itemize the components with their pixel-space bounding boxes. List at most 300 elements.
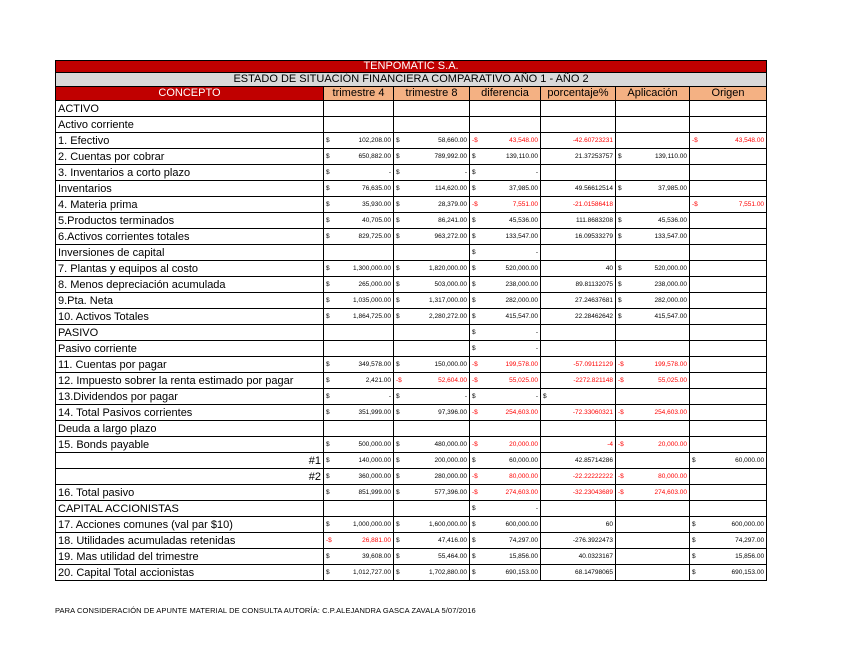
percent-value: 27.24637681 [575, 296, 613, 304]
amount-value: 55,025.00 [509, 376, 538, 384]
currency-symbol: $ [472, 296, 476, 304]
amount-value: 1,864,725.00 [353, 312, 391, 320]
currency-symbol: -$ [472, 200, 478, 208]
concept-cell: 14. Total Pasivos corrientes [56, 405, 324, 421]
concept-cell: 19. Mas utilidad del trimestre [56, 549, 324, 565]
amount-value: - [535, 344, 538, 352]
amount-value: 500,000.00 [358, 440, 391, 448]
amount-value: 199,578.00 [654, 360, 687, 368]
trimestre-4-cell [324, 261, 394, 277]
origen-cell [690, 101, 767, 117]
amount-value: 577,396.00 [434, 488, 467, 496]
header-origen: Origen [690, 87, 767, 101]
trimestre-8-cell [394, 421, 470, 437]
trimestre-4-cell [324, 421, 394, 437]
diferencia-cell [470, 261, 541, 277]
concept-cell: 16. Total pasivo [56, 485, 324, 501]
currency-symbol: $ [326, 232, 330, 240]
trimestre-8-cell [394, 485, 470, 501]
origen-cell [690, 565, 767, 581]
porcentaje-cell [541, 389, 616, 405]
amount-value: 2,421.00 [365, 376, 391, 384]
concept-cell: #2 [56, 469, 324, 485]
aplicacion-cell [616, 165, 690, 181]
currency-symbol: $ [326, 360, 330, 368]
percent-value: 89.81132075 [575, 280, 613, 288]
trimestre-8-cell [394, 133, 470, 149]
table-row [56, 517, 767, 533]
table-row [56, 197, 767, 213]
currency-symbol: $ [326, 456, 330, 464]
header-concepto: CONCEPTO [56, 87, 324, 101]
porcentaje-cell [541, 533, 616, 549]
amount-value: 1,035,000.00 [353, 296, 391, 304]
table-row [56, 373, 767, 389]
aplicacion-cell [616, 437, 690, 453]
porcentaje-cell [541, 165, 616, 181]
porcentaje-cell [541, 517, 616, 533]
currency-symbol: $ [326, 472, 330, 480]
amount-value: 39,608.00 [362, 552, 391, 560]
amount-value: 133,547.00 [505, 232, 538, 240]
amount-value: - [388, 392, 391, 400]
header-trimestre-8: trimestre 8 [394, 87, 470, 101]
trimestre-4-cell [324, 533, 394, 549]
trimestre-4-cell [324, 181, 394, 197]
currency-symbol: $ [396, 216, 400, 224]
concept-cell: 17. Acciones comunes (val par $10) [56, 517, 324, 533]
currency-symbol: -$ [472, 360, 478, 368]
table-row [56, 501, 767, 517]
amount-value: 140,000.00 [358, 456, 391, 464]
currency-symbol: $ [396, 520, 400, 528]
currency-symbol: $ [618, 296, 622, 304]
amount-value: 102,208.00 [358, 136, 391, 144]
concept-cell: 3. Inventarios a corto plazo [56, 165, 324, 181]
currency-symbol: $ [472, 536, 476, 544]
porcentaje-cell [541, 213, 616, 229]
trimestre-4-cell [324, 197, 394, 213]
trimestre-4-cell [324, 293, 394, 309]
currency-symbol: $ [472, 520, 476, 528]
currency-symbol: $ [692, 456, 696, 464]
aplicacion-cell [616, 453, 690, 469]
percent-value: 42.85714286 [575, 456, 613, 464]
amount-value: 55,464.00 [438, 552, 467, 560]
amount-value: 415,547.00 [654, 312, 687, 320]
aplicacion-cell [616, 101, 690, 117]
trimestre-8-cell [394, 357, 470, 373]
origen-cell [690, 309, 767, 325]
origen-cell [690, 197, 767, 213]
currency-symbol: $ [326, 168, 330, 176]
trimestre-8-cell [394, 389, 470, 405]
percent-value: -4 [607, 440, 613, 448]
amount-value: - [388, 168, 391, 176]
currency-symbol: $ [692, 536, 696, 544]
trimestre-4-cell [324, 357, 394, 373]
aplicacion-cell [616, 261, 690, 277]
amount-value: 150,000.00 [434, 360, 467, 368]
porcentaje-cell [541, 565, 616, 581]
amount-value: 43,548.00 [509, 136, 538, 144]
currency-symbol: -$ [618, 360, 624, 368]
currency-symbol: $ [326, 152, 330, 160]
diferencia-cell [470, 469, 541, 485]
porcentaje-cell [541, 453, 616, 469]
table-row [56, 101, 767, 117]
table-row [56, 229, 767, 245]
currency-symbol: $ [396, 264, 400, 272]
diferencia-cell [470, 549, 541, 565]
header-porcentaje: porcentaje% [541, 87, 616, 101]
amount-value: 60,000.00 [509, 456, 538, 464]
currency-symbol: $ [326, 488, 330, 496]
aplicacion-cell [616, 533, 690, 549]
concept-cell: 2. Cuentas por cobrar [56, 149, 324, 165]
concept-cell: 10. Activos Totales [56, 309, 324, 325]
aplicacion-cell [616, 389, 690, 405]
origen-cell [690, 421, 767, 437]
amount-value: 40,705.00 [362, 216, 391, 224]
concept-cell: 5.Productos terminados [56, 213, 324, 229]
diferencia-cell [470, 309, 541, 325]
porcentaje-cell [541, 293, 616, 309]
amount-value: 520,000.00 [654, 264, 687, 272]
currency-symbol: $ [396, 440, 400, 448]
concept-cell: 18. Utilidades acumuladas retenidas [56, 533, 324, 549]
amount-value: 282,000.00 [505, 296, 538, 304]
amount-value: 690,153.00 [505, 568, 538, 576]
amount-value: 1,300,000.00 [353, 264, 391, 272]
amount-value: 238,000.00 [654, 280, 687, 288]
currency-symbol: $ [326, 392, 330, 400]
currency-symbol: $ [472, 328, 476, 336]
amount-value: 360,000.00 [358, 472, 391, 480]
percent-value: 16.09533279 [575, 232, 613, 240]
currency-symbol: $ [472, 344, 476, 352]
concept-cell: Inversiones de capital [56, 245, 324, 261]
table-row [56, 437, 767, 453]
origen-cell [690, 181, 767, 197]
currency-symbol: -$ [618, 408, 624, 416]
amount-value: 503,000.00 [434, 280, 467, 288]
currency-symbol: $ [396, 552, 400, 560]
currency-symbol: -$ [618, 488, 624, 496]
amount-value: 282,000.00 [654, 296, 687, 304]
currency-symbol: $ [396, 312, 400, 320]
trimestre-8-cell [394, 181, 470, 197]
amount-value: 55,025.00 [658, 376, 687, 384]
currency-symbol: $ [396, 136, 400, 144]
percent-value: 21.37253757 [575, 152, 613, 160]
diferencia-cell [470, 101, 541, 117]
currency-symbol: $ [396, 184, 400, 192]
currency-symbol: $ [326, 184, 330, 192]
amount-value: - [464, 392, 467, 400]
amount-value: - [535, 504, 538, 512]
porcentaje-cell [541, 437, 616, 453]
percent-value: -276.3922473 [572, 536, 613, 544]
table-row [56, 357, 767, 373]
currency-symbol: $ [326, 376, 330, 384]
table-row [56, 277, 767, 293]
table-row [56, 245, 767, 261]
amount-value: 45,536.00 [658, 216, 687, 224]
porcentaje-cell [541, 261, 616, 277]
currency-symbol: $ [326, 200, 330, 208]
currency-symbol: $ [472, 168, 476, 176]
trimestre-8-cell [394, 149, 470, 165]
trimestre-4-cell [324, 389, 394, 405]
trimestre-8-cell [394, 245, 470, 261]
table-row [56, 133, 767, 149]
currency-symbol: $ [396, 280, 400, 288]
company-title-row [56, 61, 767, 73]
origen-cell [690, 437, 767, 453]
currency-symbol: $ [692, 568, 696, 576]
porcentaje-cell [541, 277, 616, 293]
origen-cell [690, 389, 767, 405]
currency-symbol: $ [396, 168, 400, 176]
aplicacion-cell [616, 341, 690, 357]
trimestre-8-cell [394, 373, 470, 389]
header-diferencia: diferencia [470, 87, 541, 101]
currency-symbol: $ [618, 232, 622, 240]
currency-symbol: -$ [472, 472, 478, 480]
header-trimestre-4: trimestre 4 [324, 87, 394, 101]
trimestre-4-cell [324, 149, 394, 165]
aplicacion-cell [616, 117, 690, 133]
amount-value: 1,317,000.00 [429, 296, 467, 304]
aplicacion-cell [616, 405, 690, 421]
percent-value: 49.56612514 [575, 184, 613, 192]
concept-cell: Pasivo corriente [56, 341, 324, 357]
amount-value: 26,881.00 [362, 536, 391, 544]
amount-value: 37,985.00 [509, 184, 538, 192]
amount-value: 86,241.00 [438, 216, 467, 224]
trimestre-8-cell [394, 501, 470, 517]
amount-value: 650,882.00 [358, 152, 391, 160]
amount-value: 415,547.00 [505, 312, 538, 320]
amount-value: 47,416.00 [438, 536, 467, 544]
amount-value: 15,856.00 [735, 552, 765, 560]
table-row [56, 453, 767, 469]
percent-value: -22.22222222 [572, 472, 613, 480]
trimestre-4-cell [324, 485, 394, 501]
porcentaje-cell [541, 469, 616, 485]
amount-value: 963,272.00 [434, 232, 467, 240]
diferencia-cell [470, 197, 541, 213]
trimestre-8-cell [394, 117, 470, 133]
currency-symbol: $ [326, 136, 330, 144]
trimestre-4-cell [324, 309, 394, 325]
porcentaje-cell [541, 405, 616, 421]
currency-symbol: $ [396, 488, 400, 496]
origen-cell [690, 261, 767, 277]
amount-value: 520,000.00 [505, 264, 538, 272]
porcentaje-cell [541, 245, 616, 261]
aplicacion-cell [616, 357, 690, 373]
amount-value: 349,578.00 [358, 360, 391, 368]
origen-cell [690, 245, 767, 261]
percent-value: -57.09112129 [573, 360, 613, 368]
currency-symbol: $ [326, 264, 330, 272]
concept-cell: PASIVO [56, 325, 324, 341]
trimestre-4-cell [324, 341, 394, 357]
porcentaje-cell [541, 549, 616, 565]
table-row [56, 469, 767, 485]
currency-symbol: $ [472, 248, 476, 256]
amount-value: 97,396.00 [438, 408, 467, 416]
currency-symbol: -$ [472, 488, 478, 496]
table-row [56, 389, 767, 405]
aplicacion-cell [616, 213, 690, 229]
currency-symbol: -$ [618, 472, 624, 480]
table-row [56, 165, 767, 181]
trimestre-8-cell [394, 437, 470, 453]
currency-symbol: $ [472, 232, 476, 240]
currency-symbol: $ [326, 520, 330, 528]
company-title: TENPOMATIC S.A. [56, 61, 767, 73]
trimestre-4-cell [324, 213, 394, 229]
diferencia-cell [470, 165, 541, 181]
table-row [56, 405, 767, 421]
diferencia-cell [470, 533, 541, 549]
origen-cell [690, 357, 767, 373]
currency-symbol: $ [472, 216, 476, 224]
currency-symbol: $ [618, 184, 622, 192]
diferencia-cell [470, 277, 541, 293]
currency-symbol: $ [472, 184, 476, 192]
currency-symbol: $ [472, 392, 476, 400]
currency-symbol: $ [543, 392, 547, 400]
currency-symbol: $ [396, 456, 400, 464]
aplicacion-cell [616, 309, 690, 325]
currency-symbol: $ [472, 312, 476, 320]
origen-cell [690, 117, 767, 133]
porcentaje-cell [541, 229, 616, 245]
financial-statement-table [55, 60, 767, 581]
diferencia-cell [470, 245, 541, 261]
amount-value: 58,660.00 [438, 136, 467, 144]
amount-value: 265,000.00 [358, 280, 391, 288]
trimestre-4-cell [324, 229, 394, 245]
amount-value: 254,603.00 [654, 408, 687, 416]
currency-symbol: $ [692, 520, 696, 528]
trimestre-4-cell [324, 133, 394, 149]
currency-symbol: $ [472, 504, 476, 512]
diferencia-cell [470, 117, 541, 133]
amount-value: 480,000.00 [434, 440, 467, 448]
trimestre-4-cell [324, 117, 394, 133]
currency-symbol: $ [326, 216, 330, 224]
percent-value: 40.0323167 [578, 552, 613, 560]
amount-value: 789,992.00 [434, 152, 467, 160]
currency-symbol: $ [326, 440, 330, 448]
currency-symbol: -$ [326, 536, 332, 544]
currency-symbol: $ [692, 552, 696, 560]
amount-value: 829,725.00 [358, 232, 391, 240]
diferencia-cell [470, 357, 541, 373]
amount-value: 1,600,000.00 [429, 520, 467, 528]
trimestre-8-cell [394, 309, 470, 325]
origen-cell [690, 485, 767, 501]
currency-symbol: -$ [472, 408, 478, 416]
amount-value: 20,000.00 [509, 440, 538, 448]
concept-cell: 8. Menos depreciación acumulada [56, 277, 324, 293]
currency-symbol: $ [472, 152, 476, 160]
concept-cell: ACTIVO [56, 101, 324, 117]
diferencia-cell [470, 453, 541, 469]
header-aplicacion: Aplicación [616, 87, 690, 101]
percent-value: 40 [605, 264, 613, 272]
aplicacion-cell [616, 565, 690, 581]
table-row [56, 325, 767, 341]
amount-value: 274,603.00 [505, 488, 538, 496]
amount-value: 43,548.00 [735, 136, 765, 144]
currency-symbol: $ [396, 408, 400, 416]
currency-symbol: -$ [472, 136, 478, 144]
trimestre-4-cell [324, 165, 394, 181]
currency-symbol: $ [326, 552, 330, 560]
concept-cell: 1. Efectivo [56, 133, 324, 149]
amount-value: 133,547.00 [654, 232, 687, 240]
amount-value: 1,702,880.00 [429, 568, 467, 576]
aplicacion-cell [616, 277, 690, 293]
diferencia-cell [470, 501, 541, 517]
trimestre-8-cell [394, 405, 470, 421]
percent-value: -72.33060321 [572, 408, 613, 416]
origen-cell [690, 533, 767, 549]
amount-value: 600,000.00 [505, 520, 538, 528]
porcentaje-cell [541, 101, 616, 117]
table-row [56, 341, 767, 357]
percent-value: -21.01586418 [572, 200, 613, 208]
origen-cell [690, 405, 767, 421]
aplicacion-cell [616, 149, 690, 165]
currency-symbol: $ [396, 472, 400, 480]
amount-value: 199,578.00 [505, 360, 538, 368]
concept-cell: 6.Activos corrientes totales [56, 229, 324, 245]
amount-value: - [535, 248, 538, 256]
table-row [56, 117, 767, 133]
aplicacion-cell [616, 293, 690, 309]
concept-cell: 7. Plantas y equipos al costo [56, 261, 324, 277]
currency-symbol: $ [396, 392, 400, 400]
percent-value: 68.14798065 [575, 568, 613, 576]
currency-symbol: $ [396, 296, 400, 304]
origen-cell [690, 501, 767, 517]
trimestre-4-cell [324, 437, 394, 453]
trimestre-4-cell [324, 501, 394, 517]
currency-symbol: -$ [472, 440, 478, 448]
table-row [56, 565, 767, 581]
aplicacion-cell [616, 549, 690, 565]
origen-cell [690, 373, 767, 389]
amount-value: - [535, 168, 538, 176]
currency-symbol: $ [618, 216, 622, 224]
aplicacion-cell [616, 373, 690, 389]
amount-value: 1,820,000.00 [429, 264, 467, 272]
diferencia-cell [470, 373, 541, 389]
diferencia-cell [470, 325, 541, 341]
porcentaje-cell [541, 197, 616, 213]
currency-symbol: $ [472, 552, 476, 560]
diferencia-cell [470, 181, 541, 197]
trimestre-4-cell [324, 469, 394, 485]
trimestre-4-cell [324, 325, 394, 341]
